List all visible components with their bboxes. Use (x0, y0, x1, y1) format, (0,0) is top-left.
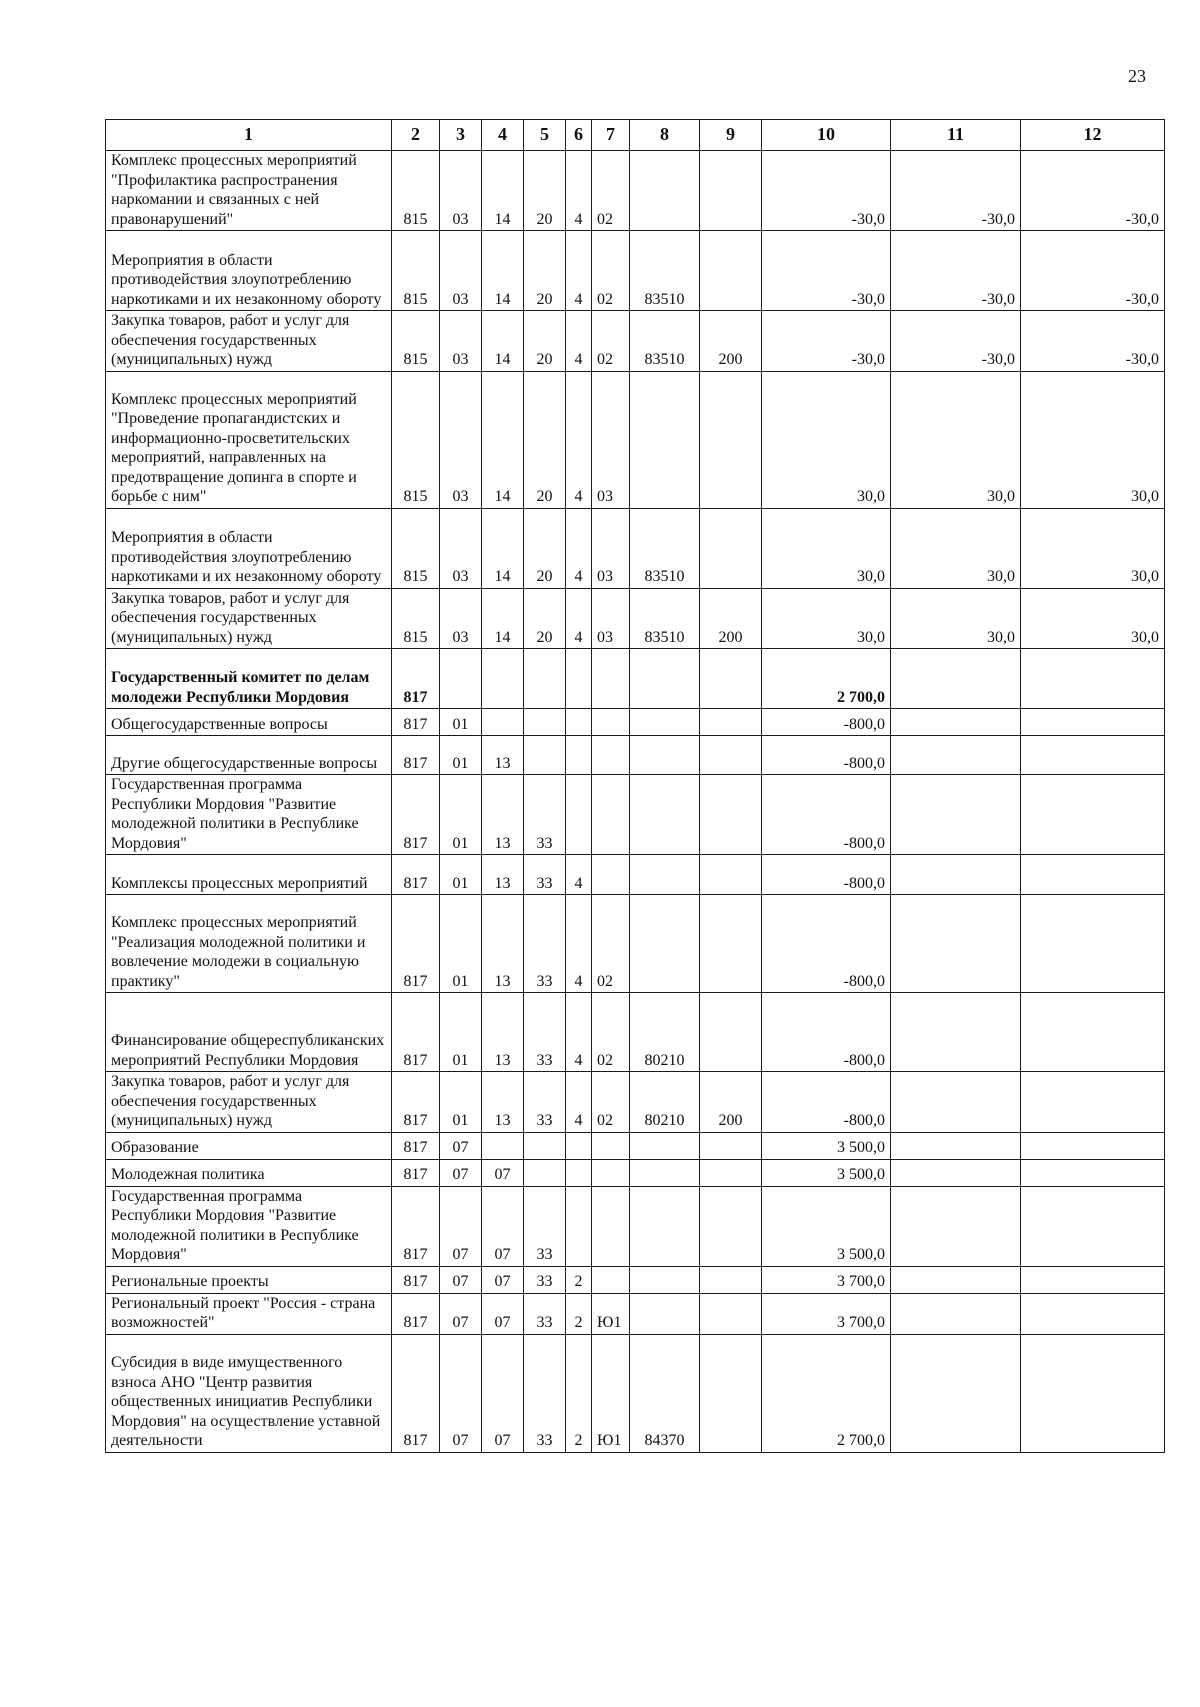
table-row (106, 311, 1165, 372)
table-row (106, 1293, 1165, 1334)
cell-col-10: 3 700,0 (762, 1293, 891, 1334)
cell-col-3: 03 (440, 151, 482, 231)
cell-col-5: 20 (524, 311, 566, 372)
cell-col-9 (700, 736, 762, 775)
row-name-cell: Мероприятия в области противодействия злоупотреблению наркотиками и их незаконному обороту (106, 508, 392, 588)
cell-col-2: 817 (392, 1072, 440, 1133)
row-name-cell: Субсидия в виде имущественного взноса АНО "Центр развития общественных инициатив Республики Мордовия" на осуществление уставной деятельности (106, 1334, 392, 1452)
cell-col-10: -30,0 (762, 151, 891, 231)
cell-col-12 (1021, 649, 1165, 709)
row-name-cell: Образование (106, 1132, 392, 1159)
cell-col-12 (1021, 1186, 1165, 1266)
cell-col-10: -800,0 (762, 709, 891, 736)
cell-col-7 (592, 1186, 630, 1266)
cell-col-9 (700, 1334, 762, 1452)
row-name-cell: Комплексы процессных мероприятий (106, 855, 392, 895)
cell-col-2: 817 (392, 895, 440, 993)
row-name-cell: Региональный проект "Россия - страна возможностей" (106, 1293, 392, 1334)
cell-col-7: 02 (592, 311, 630, 372)
cell-col-5: 33 (524, 855, 566, 895)
cell-col-6: 4 (566, 371, 592, 508)
cell-col-8 (630, 1132, 700, 1159)
cell-col-3: 03 (440, 588, 482, 649)
table-row (106, 855, 1165, 895)
cell-col-10: 3 500,0 (762, 1159, 891, 1186)
cell-col-3: 07 (440, 1293, 482, 1334)
cell-col-6: 2 (566, 1293, 592, 1334)
table-row (106, 993, 1165, 1072)
table-row (106, 1186, 1165, 1266)
column-header-9: 9 (700, 120, 762, 151)
cell-col-12 (1021, 736, 1165, 775)
cell-col-10: -30,0 (762, 231, 891, 311)
cell-col-11 (891, 1266, 1021, 1293)
cell-col-12 (1021, 1132, 1165, 1159)
row-name-cell: Комплекс процессных мероприятий "Профилактика распространения наркомании и связанных с ней правонарушений" (106, 151, 392, 231)
row-name-cell: Общегосударственные вопросы (106, 709, 392, 736)
cell-col-10: 3 500,0 (762, 1186, 891, 1266)
table-row (106, 151, 1165, 231)
cell-col-8 (630, 649, 700, 709)
cell-col-4: 13 (482, 895, 524, 993)
cell-col-5 (524, 709, 566, 736)
cell-col-11 (891, 736, 1021, 775)
cell-col-12: -30,0 (1021, 231, 1165, 311)
row-name-cell: Закупка товаров, работ и услуг для обеспечения государственных (муниципальных) нужд (106, 588, 392, 649)
cell-col-7: 03 (592, 588, 630, 649)
cell-col-5: 33 (524, 1334, 566, 1452)
cell-col-2: 815 (392, 588, 440, 649)
cell-col-11 (891, 1334, 1021, 1452)
cell-col-7 (592, 775, 630, 855)
cell-col-3: 01 (440, 775, 482, 855)
cell-col-9 (700, 371, 762, 508)
cell-col-6 (566, 649, 592, 709)
table-row (106, 709, 1165, 736)
column-header-5: 5 (524, 120, 566, 151)
cell-col-10: 2 700,0 (762, 1334, 891, 1452)
cell-col-4: 14 (482, 311, 524, 372)
cell-col-9 (700, 855, 762, 895)
cell-col-3: 07 (440, 1334, 482, 1452)
cell-col-4: 14 (482, 231, 524, 311)
row-name-cell: Государственная программа Республики Мордовия "Развитие молодежной политики в Республике Мордовия" (106, 775, 392, 855)
page-number: 23 (1128, 66, 1146, 86)
cell-col-7: 02 (592, 151, 630, 231)
cell-col-9 (700, 709, 762, 736)
cell-col-3: 03 (440, 508, 482, 588)
cell-col-9 (700, 895, 762, 993)
cell-col-2: 817 (392, 1186, 440, 1266)
cell-col-5 (524, 1132, 566, 1159)
cell-col-7 (592, 1266, 630, 1293)
cell-col-12: 30,0 (1021, 371, 1165, 508)
cell-col-11 (891, 855, 1021, 895)
cell-col-8 (630, 736, 700, 775)
cell-col-12 (1021, 895, 1165, 993)
cell-col-10: 2 700,0 (762, 649, 891, 709)
cell-col-9 (700, 508, 762, 588)
cell-col-6 (566, 1132, 592, 1159)
cell-col-2: 817 (392, 1266, 440, 1293)
cell-col-5: 33 (524, 775, 566, 855)
cell-col-3 (440, 649, 482, 709)
row-name-cell: Комплекс процессных мероприятий "Проведение пропагандистских и информационно-просветительских мероприятий, направленных на предотвращение допинга в спорте и борьбе с ним" (106, 371, 392, 508)
column-header-12: 12 (1021, 120, 1165, 151)
cell-col-12 (1021, 1334, 1165, 1452)
cell-col-6: 4 (566, 588, 592, 649)
row-name-cell: Молодежная политика (106, 1159, 392, 1186)
cell-col-4: 13 (482, 736, 524, 775)
column-header-10: 10 (762, 120, 891, 151)
cell-col-8: 83510 (630, 311, 700, 372)
cell-col-10: -30,0 (762, 311, 891, 372)
cell-col-8 (630, 855, 700, 895)
cell-col-4: 14 (482, 508, 524, 588)
cell-col-9 (700, 1266, 762, 1293)
cell-col-11 (891, 649, 1021, 709)
cell-col-3: 01 (440, 993, 482, 1072)
cell-col-7: Ю1 (592, 1334, 630, 1452)
cell-col-8 (630, 371, 700, 508)
cell-col-11: -30,0 (891, 231, 1021, 311)
cell-col-3: 03 (440, 311, 482, 372)
table-row (106, 895, 1165, 993)
cell-col-4: 07 (482, 1186, 524, 1266)
cell-col-12 (1021, 855, 1165, 895)
table-row (106, 231, 1165, 311)
table-body (106, 151, 1165, 1453)
cell-col-9 (700, 1186, 762, 1266)
cell-col-9 (700, 151, 762, 231)
cell-col-4: 07 (482, 1159, 524, 1186)
table-row (106, 649, 1165, 709)
cell-col-11: -30,0 (891, 151, 1021, 231)
column-header-2: 2 (392, 120, 440, 151)
column-header-3: 3 (440, 120, 482, 151)
cell-col-5: 33 (524, 1186, 566, 1266)
cell-col-10: 30,0 (762, 371, 891, 508)
cell-col-9: 200 (700, 588, 762, 649)
cell-col-5: 20 (524, 151, 566, 231)
cell-col-11: 30,0 (891, 508, 1021, 588)
row-name-cell: Финансирование общереспубликанских мероприятий Республики Мордовия (106, 993, 392, 1072)
cell-col-2: 817 (392, 1293, 440, 1334)
cell-col-6: 4 (566, 508, 592, 588)
cell-col-2: 815 (392, 311, 440, 372)
cell-col-11 (891, 1072, 1021, 1133)
cell-col-3: 07 (440, 1132, 482, 1159)
table-row (106, 1334, 1165, 1452)
cell-col-8 (630, 1159, 700, 1186)
cell-col-7 (592, 1132, 630, 1159)
cell-col-2: 817 (392, 775, 440, 855)
cell-col-8: 83510 (630, 508, 700, 588)
table-row (106, 1159, 1165, 1186)
cell-col-4 (482, 649, 524, 709)
cell-col-4: 07 (482, 1293, 524, 1334)
cell-col-6 (566, 1186, 592, 1266)
cell-col-7: 03 (592, 371, 630, 508)
cell-col-12: 30,0 (1021, 508, 1165, 588)
cell-col-7 (592, 736, 630, 775)
row-name-cell: Государственный комитет по делам молодежи Республики Мордовия (106, 649, 392, 709)
cell-col-7 (592, 1159, 630, 1186)
cell-col-2: 817 (392, 855, 440, 895)
cell-col-5 (524, 649, 566, 709)
cell-col-11: -30,0 (891, 311, 1021, 372)
cell-col-12 (1021, 775, 1165, 855)
cell-col-11 (891, 1132, 1021, 1159)
cell-col-4: 14 (482, 588, 524, 649)
cell-col-12: -30,0 (1021, 311, 1165, 372)
cell-col-2: 815 (392, 508, 440, 588)
cell-col-11: 30,0 (891, 371, 1021, 508)
cell-col-10: 3 500,0 (762, 1132, 891, 1159)
cell-col-5: 33 (524, 1293, 566, 1334)
cell-col-8: 84370 (630, 1334, 700, 1452)
cell-col-12 (1021, 709, 1165, 736)
cell-col-9 (700, 649, 762, 709)
row-name-cell: Другие общегосударственные вопросы (106, 736, 392, 775)
cell-col-2: 817 (392, 1132, 440, 1159)
cell-col-6: 4 (566, 311, 592, 372)
cell-col-12 (1021, 993, 1165, 1072)
cell-col-11 (891, 1293, 1021, 1334)
cell-col-4: 07 (482, 1266, 524, 1293)
cell-col-10: -800,0 (762, 993, 891, 1072)
cell-col-6: 4 (566, 993, 592, 1072)
cell-col-2: 817 (392, 709, 440, 736)
cell-col-3: 01 (440, 709, 482, 736)
cell-col-12 (1021, 1266, 1165, 1293)
cell-col-12 (1021, 1293, 1165, 1334)
cell-col-6: 4 (566, 895, 592, 993)
cell-col-2: 815 (392, 231, 440, 311)
cell-col-2: 817 (392, 649, 440, 709)
cell-col-4: 13 (482, 993, 524, 1072)
cell-col-6 (566, 709, 592, 736)
cell-col-4: 14 (482, 151, 524, 231)
cell-col-7: 02 (592, 1072, 630, 1133)
cell-col-10: 30,0 (762, 588, 891, 649)
cell-col-4: 07 (482, 1334, 524, 1452)
cell-col-7: 02 (592, 895, 630, 993)
cell-col-5: 20 (524, 508, 566, 588)
table-row (106, 1266, 1165, 1293)
cell-col-5: 20 (524, 371, 566, 508)
cell-col-6: 4 (566, 151, 592, 231)
cell-col-10: -800,0 (762, 736, 891, 775)
cell-col-8 (630, 709, 700, 736)
cell-col-3: 07 (440, 1186, 482, 1266)
cell-col-8 (630, 151, 700, 231)
cell-col-6 (566, 775, 592, 855)
cell-col-5: 33 (524, 895, 566, 993)
cell-col-8: 83510 (630, 588, 700, 649)
cell-col-8 (630, 775, 700, 855)
cell-col-6: 4 (566, 855, 592, 895)
cell-col-9: 200 (700, 311, 762, 372)
cell-col-8 (630, 1293, 700, 1334)
cell-col-11 (891, 895, 1021, 993)
cell-col-11 (891, 993, 1021, 1072)
header-row (106, 120, 1165, 151)
cell-col-2: 815 (392, 371, 440, 508)
cell-col-9 (700, 775, 762, 855)
cell-col-5: 20 (524, 231, 566, 311)
cell-col-5: 33 (524, 1072, 566, 1133)
cell-col-11 (891, 775, 1021, 855)
column-header-4: 4 (482, 120, 524, 151)
cell-col-3: 01 (440, 1072, 482, 1133)
cell-col-2: 817 (392, 1334, 440, 1452)
cell-col-10: 3 700,0 (762, 1266, 891, 1293)
cell-col-4: 14 (482, 371, 524, 508)
table-row (106, 1072, 1165, 1133)
row-name-cell: Закупка товаров, работ и услуг для обеспечения государственных (муниципальных) нужд (106, 311, 392, 372)
cell-col-2: 815 (392, 151, 440, 231)
cell-col-7 (592, 709, 630, 736)
row-name-cell: Закупка товаров, работ и услуг для обеспечения государственных (муниципальных) нужд (106, 1072, 392, 1133)
cell-col-3: 07 (440, 1159, 482, 1186)
cell-col-10: -800,0 (762, 1072, 891, 1133)
table-row (106, 736, 1165, 775)
cell-col-10: -800,0 (762, 895, 891, 993)
cell-col-6 (566, 1159, 592, 1186)
cell-col-10: -800,0 (762, 855, 891, 895)
cell-col-7: Ю1 (592, 1293, 630, 1334)
cell-col-5 (524, 736, 566, 775)
cell-col-12 (1021, 1159, 1165, 1186)
cell-col-5: 33 (524, 993, 566, 1072)
cell-col-11 (891, 1159, 1021, 1186)
cell-col-7: 02 (592, 231, 630, 311)
cell-col-3: 01 (440, 855, 482, 895)
cell-col-8 (630, 1266, 700, 1293)
cell-col-11 (891, 709, 1021, 736)
cell-col-10: -800,0 (762, 775, 891, 855)
row-name-cell: Региональные проекты (106, 1266, 392, 1293)
cell-col-5: 33 (524, 1266, 566, 1293)
cell-col-7: 02 (592, 993, 630, 1072)
cell-col-3: 03 (440, 231, 482, 311)
column-header-1: 1 (106, 120, 392, 151)
row-name-cell: Мероприятия в области противодействия злоупотреблению наркотиками и их незаконному обороту (106, 231, 392, 311)
column-header-6: 6 (566, 120, 592, 151)
cell-col-6: 4 (566, 231, 592, 311)
column-header-8: 8 (630, 120, 700, 151)
column-header-11: 11 (891, 120, 1021, 151)
cell-col-10: 30,0 (762, 508, 891, 588)
cell-col-6 (566, 736, 592, 775)
row-name-cell: Комплекс процессных мероприятий "Реализация молодежной политики и вовлечение молодежи в социальную практику" (106, 895, 392, 993)
cell-col-2: 817 (392, 1159, 440, 1186)
table-row (106, 371, 1165, 508)
table-row (106, 588, 1165, 649)
cell-col-12: -30,0 (1021, 151, 1165, 231)
cell-col-4: 13 (482, 775, 524, 855)
cell-col-8: 80210 (630, 1072, 700, 1133)
cell-col-7: 03 (592, 508, 630, 588)
cell-col-9 (700, 993, 762, 1072)
cell-col-8: 80210 (630, 993, 700, 1072)
cell-col-3: 03 (440, 371, 482, 508)
table-row (106, 1132, 1165, 1159)
cell-col-11 (891, 1186, 1021, 1266)
cell-col-6: 2 (566, 1334, 592, 1452)
cell-col-5 (524, 1159, 566, 1186)
cell-col-7 (592, 855, 630, 895)
cell-col-5: 20 (524, 588, 566, 649)
table-row (106, 775, 1165, 855)
cell-col-8: 83510 (630, 231, 700, 311)
cell-col-3: 01 (440, 895, 482, 993)
cell-col-9 (700, 1132, 762, 1159)
cell-col-12 (1021, 1072, 1165, 1133)
cell-col-8 (630, 895, 700, 993)
cell-col-4 (482, 709, 524, 736)
cell-col-3: 07 (440, 1266, 482, 1293)
cell-col-6: 2 (566, 1266, 592, 1293)
cell-col-4: 13 (482, 855, 524, 895)
cell-col-9 (700, 1159, 762, 1186)
cell-col-2: 817 (392, 736, 440, 775)
cell-col-3: 01 (440, 736, 482, 775)
cell-col-9 (700, 1293, 762, 1334)
table-row (106, 508, 1165, 588)
cell-col-9: 200 (700, 1072, 762, 1133)
cell-col-2: 817 (392, 993, 440, 1072)
cell-col-7 (592, 649, 630, 709)
cell-col-6: 4 (566, 1072, 592, 1133)
column-header-7: 7 (592, 120, 630, 151)
cell-col-11: 30,0 (891, 588, 1021, 649)
budget-table (105, 119, 1165, 1453)
cell-col-9 (700, 231, 762, 311)
cell-col-4 (482, 1132, 524, 1159)
cell-col-8 (630, 1186, 700, 1266)
row-name-cell: Государственная программа Республики Мордовия "Развитие молодежной политики в Республике Мордовия" (106, 1186, 392, 1266)
cell-col-4: 13 (482, 1072, 524, 1133)
cell-col-12: 30,0 (1021, 588, 1165, 649)
